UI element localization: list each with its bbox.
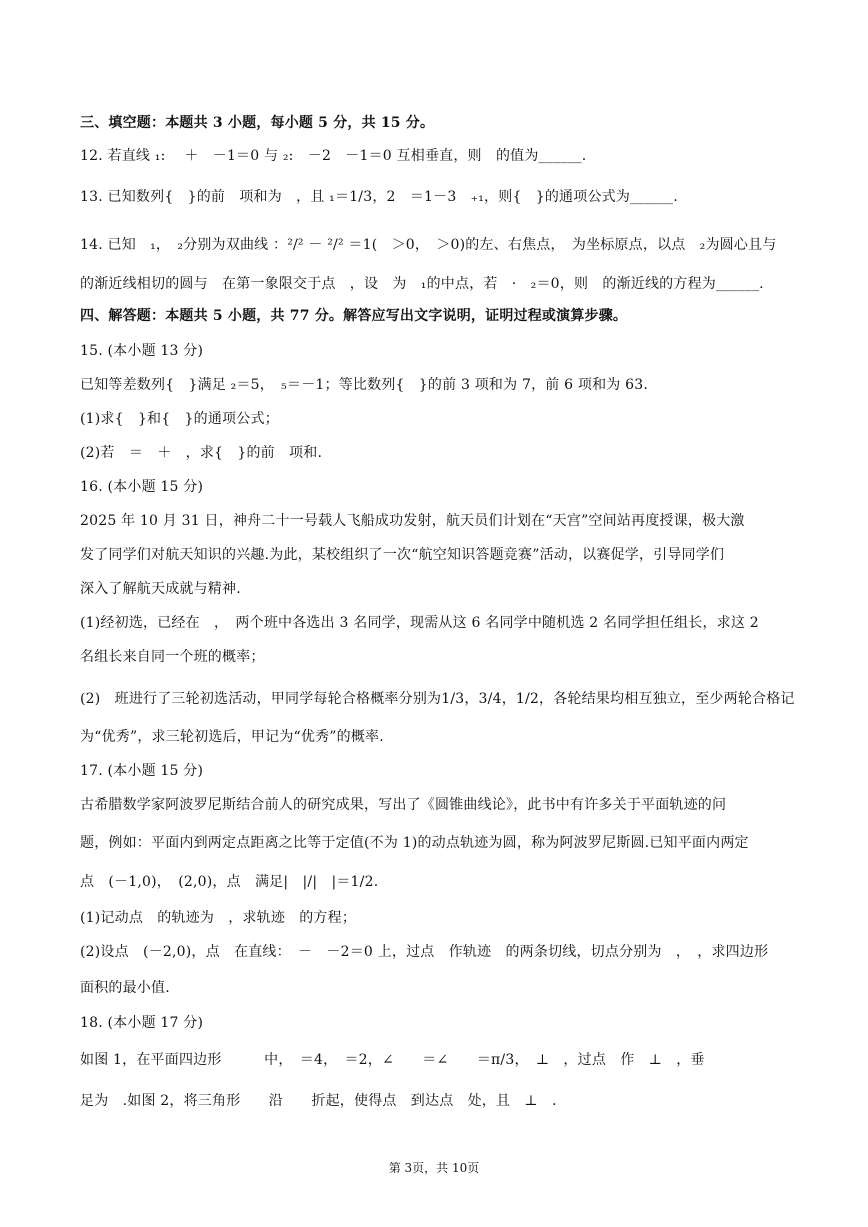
question-17-part-2a: (2)设点 (－2,0)，点 在直线： － －2＝0 上，过点 作轨迹 的两条切线，切点分别为 ， ，求四边形 bbox=[80, 944, 769, 960]
question-16-part-2a: (2) 班进行了三轮初选活动，甲同学每轮合格概率分别为1/3，3/4，1/2，各轮结果均相互独立，至少两轮合格记 bbox=[80, 691, 795, 707]
question-12: 12. 若直线 ₁: ＋ －1＝0 与 ₂: －2 －1＝0 互相垂直，则 的值为______. bbox=[80, 148, 587, 164]
question-18-stem-1: 如图 1，在平面四边形 中， ＝4， ＝2，∠ ＝∠ ＝π/3， ⊥ ，过点 作 ⊥ ，垂 bbox=[80, 1052, 705, 1068]
question-17-part-1: (1)记动点 的轨迹为 ，求轨迹 的方程； bbox=[80, 910, 357, 926]
question-18-header: 18. (本小题 17 分) bbox=[80, 1015, 204, 1031]
question-17-stem-2: 题，例如：平面内到两定点距离之比等于定值(不为 1)的动点轨迹为圆，称为阿波罗尼斯圆.已知平面内两定 bbox=[80, 835, 749, 851]
question-16-stem-1: 2025 年 10 月 31 日，神舟二十一号载人飞船成功发射，航天员们计划在“天宫”空间站再度授课，极大激 bbox=[80, 513, 745, 529]
question-16-stem-3: 深入了解航天成就与精神. bbox=[80, 581, 241, 597]
question-15-stem: 已知等差数列{ }满足 ₂＝5， ₅＝－1；等比数列{ }的前 3 项和为 7，前 6 项和为 63. bbox=[80, 377, 649, 393]
question-17-header: 17. (本小题 15 分) bbox=[80, 763, 204, 779]
question-14-line-1: 14. 已知 ₁， ₂分别为双曲线 ：²/² － ²/² ＝1( ＞0， ＞0)的左、右焦点， 为坐标原点，以点 ₂为圆心且与 bbox=[80, 237, 777, 253]
question-16-part-1a: (1)经初选，已经在 ， 两个班中各选出 3 名同学，现需从这 6 名同学中随机选 2 名同学担任组长，求这 2 bbox=[80, 615, 759, 631]
question-16-header: 16. (本小题 15 分) bbox=[80, 479, 204, 495]
question-18-stem-2: 足为 .如图 2，将三角形 沿 折起，使得点 到达点 处，且 ⊥ . bbox=[80, 1093, 557, 1109]
question-16-part-2b: 为“优秀”，求三轮初选后，甲记为“优秀”的概率. bbox=[80, 729, 384, 745]
question-17-stem-1: 古希腊数学家阿波罗尼斯结合前人的研究成果，写出了《圆锥曲线论》，此书中有许多关于平面轨迹的问 bbox=[80, 797, 727, 813]
question-13: 13. 已知数列{ }的前 项和为 ，且 ₁＝1/3，2 ＝1－3 ₊₁，则{ }的通项公式为______. bbox=[80, 189, 678, 205]
question-16-part-1b: 名组长来自同一个班的概率； bbox=[80, 649, 265, 665]
question-14-line-2: 的渐近线相切的圆与 在第一象限交于点 ，设 为 ₁的中点，若 · ₂＝0，则 的渐近线的方程为______. bbox=[80, 276, 764, 292]
question-17-part-2b: 面积的最小值. bbox=[80, 980, 170, 996]
section-heading-fill-in: 三、填空题：本题共 3 小题，每小题 5 分，共 15 分。 bbox=[80, 115, 435, 131]
question-15-part-2: (2)若 ＝ ＋ ，求{ }的前 项和. bbox=[80, 445, 323, 461]
question-17-stem-3: 点 (－1,0)， (2,0)，点 满足| |/| |＝1/2. bbox=[80, 874, 379, 890]
page-footer: 第 3页，共 10页 bbox=[388, 1161, 480, 1175]
question-16-stem-2: 发了同学们对航天知识的兴趣.为此，某校组织了一次“航空知识答题竞赛”活动，以赛促学，引导同学们 bbox=[80, 547, 725, 563]
section-heading-solve: 四、解答题：本题共 5 小题，共 77 分。解答应写出文字说明，证明过程或演算步骤。 bbox=[80, 308, 628, 324]
question-15-part-1: (1)求{ }和{ }的通项公式； bbox=[80, 411, 279, 427]
question-15-header: 15. (本小题 13 分) bbox=[80, 343, 204, 359]
